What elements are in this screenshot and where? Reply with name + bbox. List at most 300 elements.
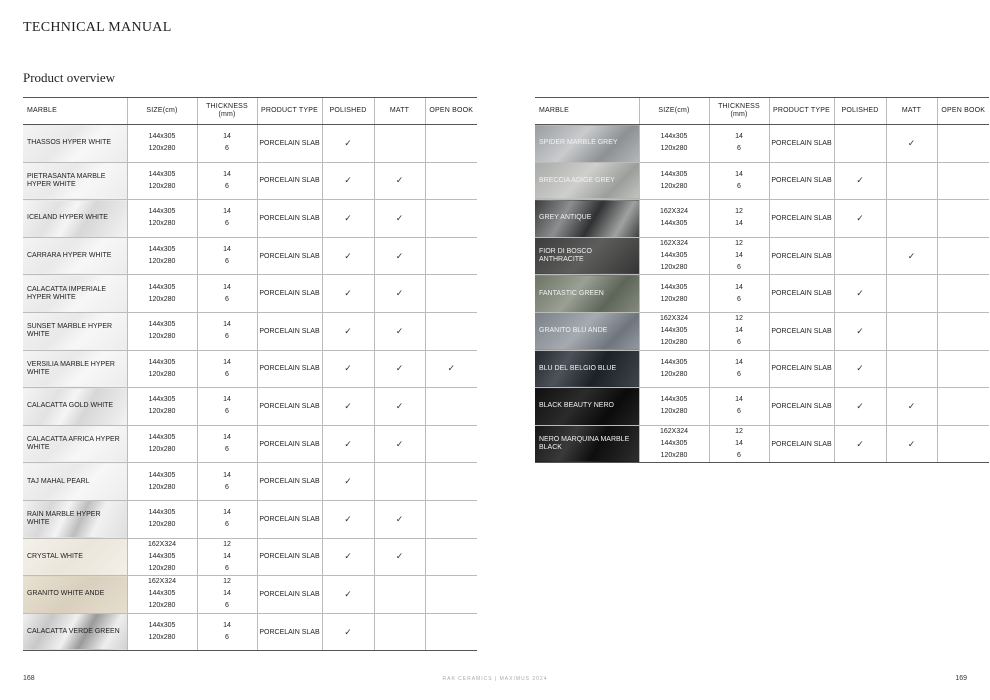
table-row (23, 613, 477, 651)
product-type-cell: PORCELAIN SLAB (257, 275, 322, 313)
size-value: 144x305 (148, 283, 176, 291)
table-row (23, 463, 477, 501)
marble-name-cell (23, 463, 127, 501)
check-icon: ✓ (395, 438, 404, 449)
marble-name: GREY ANTIQUE (539, 214, 592, 222)
thickness-value: 14 (735, 220, 743, 228)
size-value: 144x305 (148, 246, 176, 254)
open-book-cell (425, 350, 477, 388)
product-type-cell: PORCELAIN SLAB (257, 162, 322, 200)
table-row (535, 237, 989, 275)
thickness-value: 14 (223, 590, 231, 598)
polished-cell (322, 312, 374, 350)
size-value: 144x305 (148, 321, 176, 329)
marble-name: FANTASTIC GREEN (539, 289, 604, 297)
marble-name: FIOR DI BOSCO ANTHRACITE (539, 248, 592, 264)
matt-cell (374, 200, 425, 238)
thickness-value: 14 (223, 283, 231, 291)
product-type-cell: PORCELAIN SLAB (257, 388, 322, 426)
size-value: 144x305 (660, 358, 688, 366)
thickness-cell (197, 425, 257, 463)
marble-name: SUNSET MARBLE HYPER WHITE (27, 323, 113, 339)
thickness-value: 6 (737, 408, 741, 416)
size-cell (127, 388, 197, 426)
thickness-value: 14 (223, 552, 231, 560)
matt-cell (374, 237, 425, 275)
check-icon: ✓ (856, 325, 864, 336)
size-value: 162X324 (659, 208, 689, 216)
thickness-cell (197, 312, 257, 350)
polished-cell (322, 425, 374, 463)
thickness-cell (197, 162, 257, 200)
size-value: 120x280 (148, 182, 176, 190)
thickness-value: 6 (225, 370, 229, 378)
product-type-cell: PORCELAIN SLAB (257, 237, 322, 275)
product-type-cell: PORCELAIN SLAB (257, 350, 322, 388)
size-cell (127, 613, 197, 651)
thickness-cell (197, 275, 257, 313)
thickness-value: 6 (737, 295, 741, 303)
size-cell (639, 350, 709, 388)
table-row (535, 425, 989, 463)
thickness-value: 14 (223, 509, 231, 517)
thickness-cell (197, 350, 257, 388)
open-book-cell (937, 237, 989, 275)
open-book-cell (937, 275, 989, 313)
check-icon: ✓ (344, 137, 352, 148)
check-icon: ✓ (344, 288, 352, 299)
marble-name-cell (535, 312, 639, 350)
marble-name-cell (23, 500, 127, 538)
size-value: 144x305 (660, 440, 688, 448)
footer-brand: RAK CERAMICS | MAXIMUS 2024 (442, 676, 548, 682)
product-type-cell: PORCELAIN SLAB (257, 576, 322, 614)
open-book-cell (425, 576, 477, 614)
matt-cell (374, 613, 425, 651)
matt-cell (374, 312, 425, 350)
check-icon: ✓ (344, 400, 352, 411)
marble-name: GRANITO WHITE ANDE (27, 590, 105, 598)
header-thickness: THICKNESS (mm) (709, 98, 769, 125)
thickness-value: 14 (223, 170, 231, 178)
table-row (23, 576, 477, 614)
size-value: 144x305 (148, 133, 176, 141)
thickness-cell (709, 425, 769, 463)
size-value: 144x305 (660, 283, 688, 291)
check-icon: ✓ (395, 551, 404, 562)
matt-cell (886, 312, 937, 350)
marble-name: CARRARA HYPER WHITE (27, 252, 112, 260)
thickness-value: 6 (225, 295, 229, 303)
product-type-cell: PORCELAIN SLAB (769, 388, 834, 426)
table-header-row (535, 98, 989, 125)
product-type-cell: PORCELAIN SLAB (257, 613, 322, 651)
size-cell (127, 162, 197, 200)
check-icon: ✓ (344, 212, 352, 223)
matt-cell (374, 576, 425, 614)
thickness-value: 14 (735, 133, 743, 141)
size-cell (639, 275, 709, 313)
size-cell (127, 500, 197, 538)
product-type-cell: PORCELAIN SLAB (257, 125, 322, 163)
polished-cell (322, 200, 374, 238)
thickness-cell (709, 312, 769, 350)
thickness-cell (197, 576, 257, 614)
product-table-left (23, 97, 477, 651)
marble-name-cell (535, 425, 639, 463)
marble-name-cell (535, 200, 639, 238)
check-icon: ✓ (395, 513, 404, 524)
header-marble: MARBLE (23, 98, 127, 125)
size-value: 144x305 (148, 590, 176, 598)
check-icon: ✓ (395, 400, 404, 411)
open-book-cell (425, 538, 477, 576)
size-value: 144x305 (148, 622, 176, 630)
marble-name: CRYSTAL WHITE (27, 552, 83, 560)
polished-cell (322, 538, 374, 576)
marble-name: CALACATTA AFRICA HYPER WHITE (27, 436, 120, 452)
check-icon: ✓ (395, 175, 404, 186)
size-value: 162X324 (147, 578, 177, 586)
thickness-value: 14 (223, 622, 231, 630)
matt-cell (886, 200, 937, 238)
open-book-cell (425, 200, 477, 238)
size-value: 162X324 (659, 428, 689, 436)
size-cell (127, 425, 197, 463)
size-value: 162X324 (659, 240, 689, 248)
table-row (23, 350, 477, 388)
thickness-cell (709, 275, 769, 313)
matt-cell (374, 388, 425, 426)
product-type-cell: PORCELAIN SLAB (769, 350, 834, 388)
thickness-value: 6 (225, 145, 229, 153)
size-cell (639, 312, 709, 350)
size-value: 144x305 (148, 471, 176, 479)
product-type-cell: PORCELAIN SLAB (257, 463, 322, 501)
check-icon: ✓ (395, 288, 404, 299)
size-value: 120x280 (148, 521, 176, 529)
thickness-value: 6 (225, 258, 229, 266)
check-icon: ✓ (907, 400, 916, 411)
size-value: 120x280 (148, 333, 176, 341)
size-value: 120x280 (660, 295, 688, 303)
header-polished: POLISHED (834, 98, 886, 125)
table-row (23, 162, 477, 200)
open-book-cell (937, 200, 989, 238)
thickness-value: 14 (735, 252, 743, 260)
open-book-cell (937, 388, 989, 426)
thickness-cell (709, 125, 769, 163)
thickness-value: 14 (223, 133, 231, 141)
size-value: 144x305 (148, 396, 176, 404)
size-value: 162X324 (147, 540, 177, 548)
size-value: 162X324 (659, 315, 689, 323)
polished-cell (322, 463, 374, 501)
check-icon: ✓ (344, 513, 352, 524)
size-value: 120x280 (660, 264, 688, 272)
thickness-value: 6 (225, 333, 229, 341)
size-value: 144x305 (148, 358, 176, 366)
thickness-value: 6 (225, 446, 229, 454)
table-row (23, 275, 477, 313)
thickness-cell (197, 538, 257, 576)
thickness-value: 6 (225, 408, 229, 416)
thickness-value: 6 (225, 564, 229, 572)
check-icon: ✓ (907, 250, 916, 261)
open-book-cell (425, 237, 477, 275)
page-number-left: 168 (23, 675, 35, 682)
check-icon: ✓ (344, 250, 352, 261)
header-open-book: OPEN BOOK (425, 98, 477, 125)
marble-name: CALACATTA VERDE GREEN (27, 628, 120, 636)
matt-cell (374, 275, 425, 313)
thickness-value: 12 (223, 540, 231, 548)
header-size: SIZE(cm) (639, 98, 709, 125)
size-value: 144x305 (660, 396, 688, 404)
polished-cell (322, 237, 374, 275)
thickness-cell (197, 613, 257, 651)
product-type-cell: PORCELAIN SLAB (769, 125, 834, 163)
size-cell (639, 388, 709, 426)
product-type-cell: PORCELAIN SLAB (257, 538, 322, 576)
table-row (535, 162, 989, 200)
thickness-cell (197, 500, 257, 538)
table-row (23, 200, 477, 238)
size-value: 120x280 (148, 483, 176, 491)
matt-cell (886, 125, 937, 163)
check-icon: ✓ (856, 212, 864, 223)
matt-cell (374, 463, 425, 501)
open-book-cell (937, 125, 989, 163)
size-value: 120x280 (148, 564, 176, 572)
marble-name: VERSILIA MARBLE HYPER WHITE (27, 360, 115, 376)
marble-name: GRANITO BLU ANDE (539, 327, 608, 335)
size-value: 120x280 (660, 452, 688, 460)
open-book-cell (425, 275, 477, 313)
polished-cell (322, 388, 374, 426)
polished-cell (322, 162, 374, 200)
marble-name: BLACK BEAUTY NERO (539, 402, 614, 410)
size-value: 144x305 (148, 170, 176, 178)
product-type-cell: PORCELAIN SLAB (257, 200, 322, 238)
size-value: 120x280 (660, 145, 688, 153)
size-value: 120x280 (660, 408, 688, 416)
size-value: 144x305 (148, 509, 176, 517)
size-value: 120x280 (148, 602, 176, 610)
matt-cell (374, 162, 425, 200)
open-book-cell (425, 388, 477, 426)
table-row (23, 538, 477, 576)
size-value: 144x305 (660, 220, 688, 228)
marble-name: BLU DEL BELGIO BLUE (539, 364, 617, 372)
matt-cell (886, 425, 937, 463)
marble-name: NERO MARQUINA MARBLE BLACK (539, 436, 630, 452)
check-icon: ✓ (907, 137, 916, 148)
table-row (23, 388, 477, 426)
thickness-value: 14 (223, 471, 231, 479)
header-size: SIZE(cm) (127, 98, 197, 125)
open-book-cell (937, 350, 989, 388)
polished-cell (322, 275, 374, 313)
table-row (23, 312, 477, 350)
table-row (535, 200, 989, 238)
marble-name: CALACATTA GOLD WHITE (27, 402, 114, 410)
marble-name: CALACATTA IMPERIALE HYPER WHITE (27, 285, 107, 301)
table-row (23, 125, 477, 163)
table-header-row (23, 98, 477, 125)
polished-cell (834, 350, 886, 388)
thickness-cell (197, 463, 257, 501)
product-type-cell: PORCELAIN SLAB (257, 312, 322, 350)
thickness-value: 6 (737, 452, 741, 460)
check-icon: ✓ (856, 438, 864, 449)
check-icon: ✓ (344, 325, 352, 336)
table-row (535, 125, 989, 163)
size-value: 120x280 (148, 258, 176, 266)
header-product-type: PRODUCT TYPE (257, 98, 322, 125)
table-row (23, 425, 477, 463)
page-header-title: TECHNICAL MANUAL (23, 20, 172, 35)
matt-cell (886, 162, 937, 200)
marble-name-cell (535, 162, 639, 200)
polished-cell (834, 388, 886, 426)
marble-name-cell (23, 388, 127, 426)
matt-cell (374, 350, 425, 388)
table-row (23, 500, 477, 538)
polished-cell (834, 200, 886, 238)
marble-name-cell (23, 237, 127, 275)
marble-name: BRECCIA ADIGE GREY (539, 176, 615, 184)
size-value: 144x305 (148, 208, 176, 216)
thickness-value: 6 (225, 634, 229, 642)
product-type-cell: PORCELAIN SLAB (257, 500, 322, 538)
marble-name: PIETRASANTA MARBLE HYPER WHITE (27, 172, 106, 188)
thickness-value: 6 (225, 483, 229, 491)
marble-name-cell (23, 576, 127, 614)
polished-cell (322, 500, 374, 538)
check-icon: ✓ (395, 212, 404, 223)
size-value: 120x280 (660, 339, 688, 347)
marble-name-cell (535, 125, 639, 163)
size-value: 120x280 (148, 634, 176, 642)
size-value: 120x280 (148, 370, 176, 378)
size-value: 120x280 (660, 182, 688, 190)
product-type-cell: PORCELAIN SLAB (769, 275, 834, 313)
size-value: 144x305 (660, 252, 688, 260)
header-thickness: THICKNESS (mm) (197, 98, 257, 125)
header-product-type: PRODUCT TYPE (769, 98, 834, 125)
polished-cell (834, 312, 886, 350)
size-value: 120x280 (148, 446, 176, 454)
thickness-value: 14 (223, 434, 231, 442)
size-cell (127, 237, 197, 275)
thickness-value: 6 (737, 339, 741, 347)
marble-name-cell (535, 275, 639, 313)
size-value: 120x280 (148, 220, 176, 228)
product-type-cell: PORCELAIN SLAB (769, 237, 834, 275)
size-value: 120x280 (148, 295, 176, 303)
thickness-value: 6 (737, 370, 741, 378)
header-matt: MATT (374, 98, 425, 125)
marble-name-cell (23, 200, 127, 238)
size-cell (127, 312, 197, 350)
marble-name: TAJ MAHAL PEARL (27, 477, 90, 485)
thickness-value: 14 (735, 283, 743, 291)
thickness-cell (709, 350, 769, 388)
size-cell (127, 200, 197, 238)
matt-cell (886, 350, 937, 388)
polished-cell (834, 237, 886, 275)
marble-name-cell (535, 388, 639, 426)
marble-name-cell (23, 538, 127, 576)
open-book-cell (425, 162, 477, 200)
marble-name: RAIN MARBLE HYPER WHITE (27, 511, 101, 527)
thickness-value: 6 (225, 521, 229, 529)
table-row (535, 275, 989, 313)
matt-cell (374, 125, 425, 163)
size-value: 120x280 (660, 370, 688, 378)
product-type-cell: PORCELAIN SLAB (769, 200, 834, 238)
marble-name-cell (535, 350, 639, 388)
open-book-cell (937, 162, 989, 200)
polished-cell (834, 275, 886, 313)
open-book-cell (425, 463, 477, 501)
size-cell (127, 463, 197, 501)
size-value: 144x305 (660, 170, 688, 178)
check-icon: ✓ (856, 400, 864, 411)
thickness-value: 14 (223, 208, 231, 216)
thickness-cell (709, 237, 769, 275)
thickness-value: 12 (223, 578, 231, 586)
marble-name-cell (23, 162, 127, 200)
polished-cell (322, 350, 374, 388)
thickness-value: 6 (225, 220, 229, 228)
check-icon: ✓ (395, 250, 404, 261)
thickness-cell (709, 162, 769, 200)
header-open-book: OPEN BOOK (937, 98, 989, 125)
size-cell (127, 275, 197, 313)
check-icon: ✓ (856, 288, 864, 299)
polished-cell (834, 425, 886, 463)
thickness-cell (197, 200, 257, 238)
check-icon: ✓ (395, 363, 404, 374)
size-cell (639, 425, 709, 463)
marble-name-cell (23, 350, 127, 388)
thickness-value: 12 (735, 428, 743, 436)
thickness-value: 14 (223, 246, 231, 254)
check-icon: ✓ (344, 476, 352, 487)
size-cell (639, 125, 709, 163)
product-type-cell: PORCELAIN SLAB (769, 425, 834, 463)
header-polished: POLISHED (322, 98, 374, 125)
thickness-cell (197, 125, 257, 163)
check-icon: ✓ (907, 438, 916, 449)
size-value: 144x305 (660, 133, 688, 141)
thickness-value: 12 (735, 240, 743, 248)
thickness-value: 14 (223, 321, 231, 329)
size-cell (639, 237, 709, 275)
open-book-cell (425, 312, 477, 350)
size-cell (639, 200, 709, 238)
marble-name-cell (23, 275, 127, 313)
product-table-right (535, 97, 989, 463)
table-row (23, 237, 477, 275)
table-row (535, 312, 989, 350)
size-value: 144x305 (148, 552, 176, 560)
product-type-cell: PORCELAIN SLAB (257, 425, 322, 463)
marble-name-cell (23, 613, 127, 651)
marble-name: THASSOS HYPER WHITE (27, 139, 112, 147)
